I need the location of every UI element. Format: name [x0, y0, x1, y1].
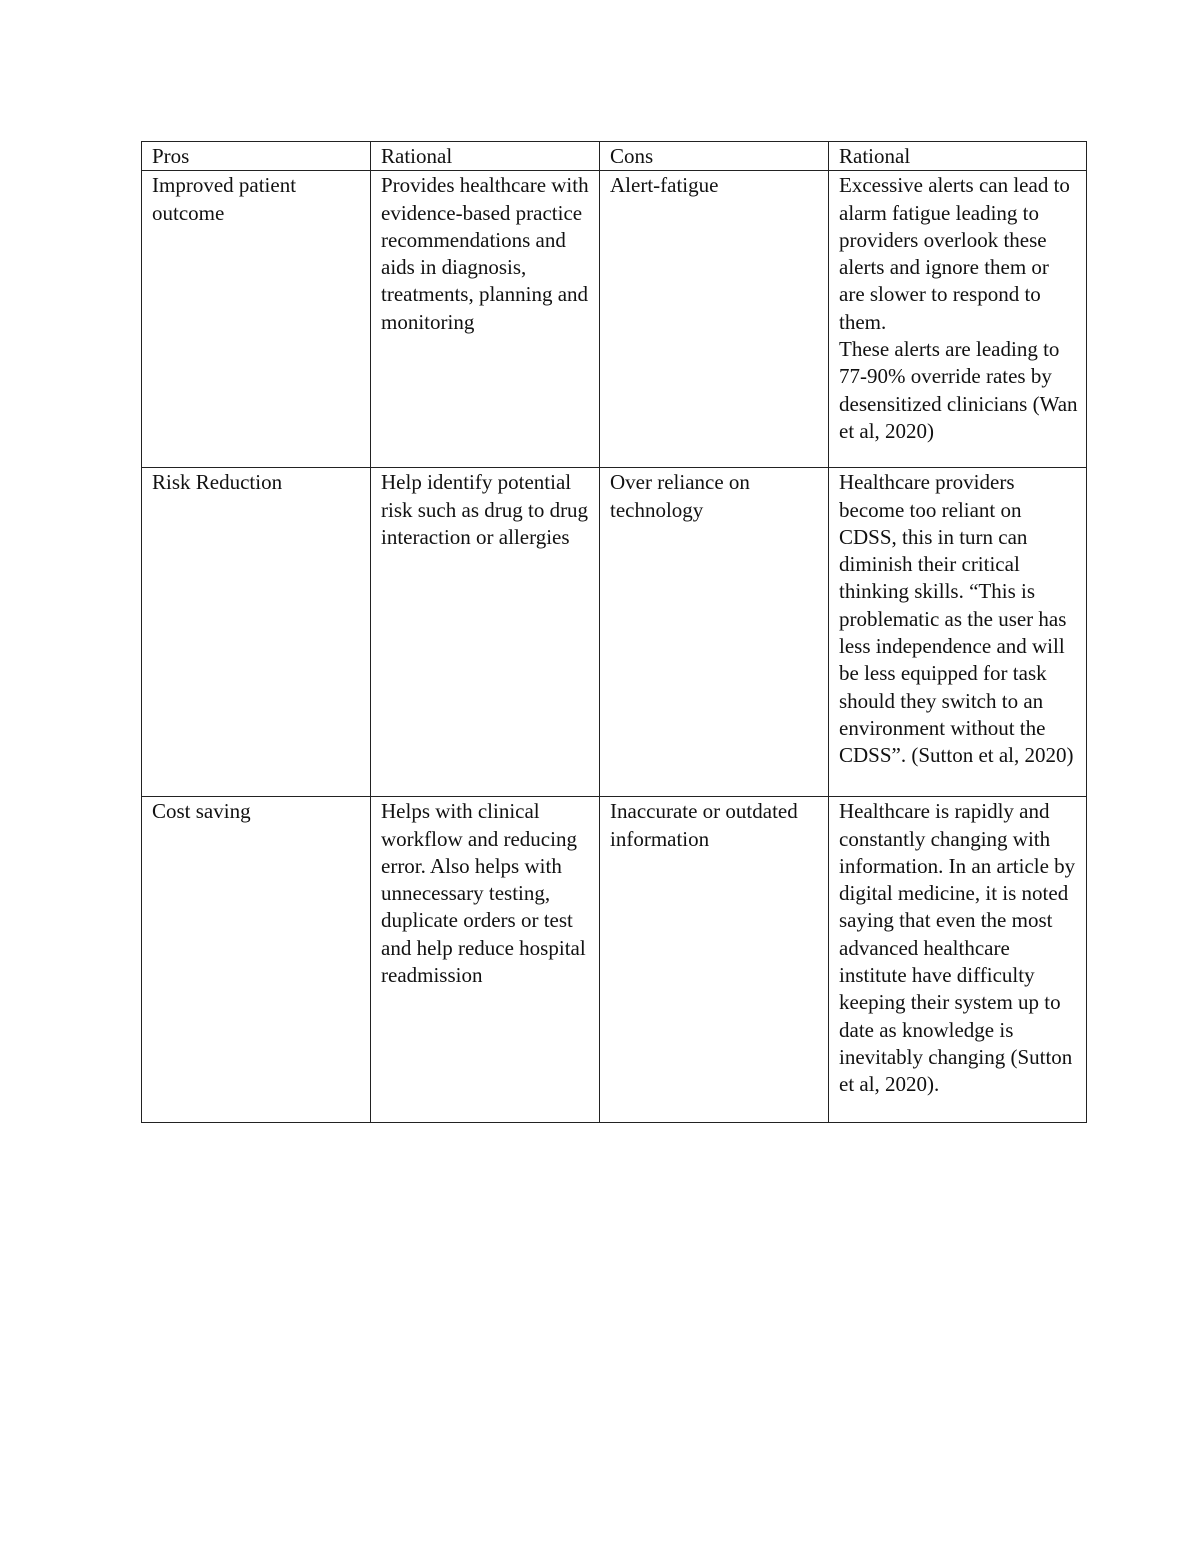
- pro-cell: Cost saving: [142, 797, 371, 1123]
- pro-rational-cell: Help identify potential risk such as drug to drug interaction or allergies: [371, 468, 600, 797]
- table-row: [142, 797, 1087, 1123]
- table-row: [142, 468, 1087, 797]
- con-rational-cell: Healthcare is rapidly and constantly changing with information. In an article by digital medicine, it is noted saying that even the most advanced healthcare institute have difficulty keeping their system up to date as knowledge is inevitably changing (Sutton et al, 2020).: [829, 797, 1087, 1123]
- pros-cons-table: [141, 141, 1087, 1123]
- pro-cell: Risk Reduction: [142, 468, 371, 797]
- pro-cell: Improved patient outcome: [142, 171, 371, 468]
- pro-rational-cell: Helps with clinical workflow and reducing error. Also helps with unnecessary testing, duplicate orders or test and help reduce hospital readmission: [371, 797, 600, 1123]
- header-pros: Pros: [142, 142, 371, 171]
- table-row: [142, 171, 1087, 468]
- con-cell: Alert-fatigue: [600, 171, 829, 468]
- con-rational-cell: Excessive alerts can lead to alarm fatigue leading to providers overlook these alerts and ignore them or are slower to respond to them. These alerts are leading to 77-90% override rates by desensitized clinicians (Wan et al, 2020): [829, 171, 1087, 468]
- pro-rational-cell: Provides healthcare with evidence-based practice recommendations and aids in diagnosis, treatments, planning and monitoring: [371, 171, 600, 468]
- con-cell: Inaccurate or outdated information: [600, 797, 829, 1123]
- con-cell: Over reliance on technology: [600, 468, 829, 797]
- header-cons: Cons: [600, 142, 829, 171]
- header-cons-rational: Rational: [829, 142, 1087, 171]
- con-rational-cell: Healthcare providers become too reliant on CDSS, this in turn can diminish their critical thinking skills. “This is problematic as the user has less independence and will be less equipped for task should they switch to an environment without the CDSS”. (Sutton et al, 2020): [829, 468, 1087, 797]
- header-pros-rational: Rational: [371, 142, 600, 171]
- table-header-row: [142, 142, 1087, 171]
